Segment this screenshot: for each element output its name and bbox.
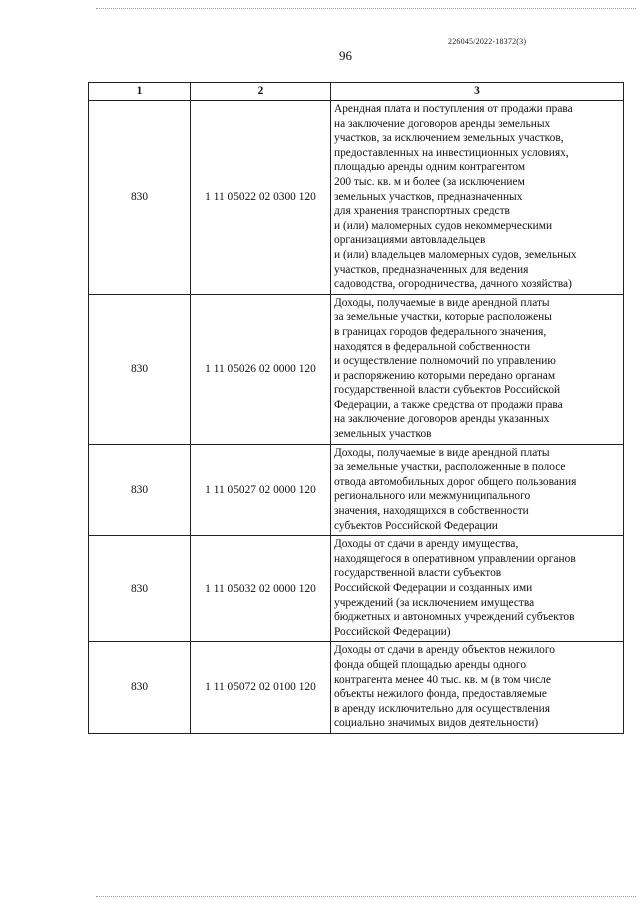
description-line: в границах городов федерального значения, [334, 325, 547, 338]
description-line: находящегося в оперативном управлении органов [334, 552, 576, 565]
description-line: Доходы, получаемые в виде арендной платы [334, 296, 550, 309]
description-line: Арендная плата и поступления от продажи права [334, 103, 573, 115]
admin-code-cell: 830 [89, 642, 191, 734]
description-line: садоводства, огородничества, дачного хозяйства) [334, 278, 572, 291]
admin-code-cell: 830 [89, 294, 191, 444]
kbk-code-cell: 1 11 05072 02 0100 120 [191, 642, 331, 734]
description-line: и (или) маломерных судов некоммерческими [334, 219, 553, 232]
description-line: Российской Федерации и созданных ими [334, 582, 533, 594]
page-number: 96 [339, 48, 352, 63]
description-line: регионального или межмуниципального [334, 490, 531, 503]
admin-code-cell: 830 [89, 536, 191, 642]
description-line: на заключение договоров аренды указанных [334, 413, 550, 426]
document-number: 226045/2022-18372(3) [448, 37, 527, 46]
kbk-code-cell: 1 11 05022 02 0300 120 [191, 101, 331, 295]
description-line: значения, находящихся в собственности [334, 505, 529, 518]
table-row [89, 642, 624, 734]
admin-code-cell: 830 [89, 444, 191, 536]
description-line: и распоряжению которыми передано органам [334, 369, 556, 382]
admin-code-cell: 830 [89, 101, 191, 295]
description-line: участков, предназначенных для ведения [334, 263, 529, 276]
description-line: организациями автовладельцев [334, 234, 486, 247]
description-line: земельных участков, предназначенных [334, 190, 523, 203]
description-line: за земельные участки, расположенные в полосе [334, 461, 566, 474]
description-cell [331, 294, 624, 444]
description-line: и (или) владельцев маломерных судов, земельных [334, 248, 577, 261]
revenue-codes-table [88, 82, 624, 734]
description-line: субъектов Российской Федерации [334, 519, 498, 532]
table-row [89, 101, 624, 295]
description-line: Федерации, а также средства от продажи права [334, 398, 563, 411]
description-line: фонда общей площадью аренды одного [334, 658, 527, 671]
description-cell [331, 444, 624, 536]
description-line: Доходы от сдачи в аренду объектов нежилого [334, 644, 555, 657]
description-line: отвода автомобильных дорог общего пользования [334, 475, 577, 488]
description-line: за земельные участки, которые расположены [334, 311, 552, 324]
table-row [89, 536, 624, 642]
column-header-2: 2 [191, 83, 331, 101]
description-line: площадью аренды одним контрагентом [334, 161, 526, 174]
description-line: 200 тыс. кв. м и более (за исключением [334, 175, 525, 188]
kbk-code-cell: 1 11 05027 02 0000 120 [191, 444, 331, 536]
table-header-row [89, 83, 624, 101]
description-line: учреждений (за исключением имущества [334, 596, 535, 609]
description-line: и осуществление полномочий по управлению [334, 355, 556, 368]
description-line: государственной власти субъектов Российской [334, 384, 561, 397]
description-line: объекты нежилого фонда, предоставляемые [334, 688, 547, 701]
table-row [89, 444, 624, 536]
description-line: участков, за исключением земельных участков, [334, 132, 564, 145]
table-row [89, 294, 624, 444]
kbk-code-cell: 1 11 05032 02 0000 120 [191, 536, 331, 642]
description-line: контрагента менее 40 тыс. кв. м (в том числе [334, 673, 551, 686]
description-cell [331, 101, 624, 295]
description-line: Доходы, получаемые в виде арендной платы [334, 446, 550, 459]
description-line: предоставленных на инвестиционных условиях, [334, 146, 569, 159]
description-cell [331, 642, 624, 734]
column-header-3: 3 [331, 83, 624, 101]
kbk-code-cell: 1 11 05026 02 0000 120 [191, 294, 331, 444]
description-line: Российской Федерации) [334, 625, 451, 638]
description-line: в аренду исключительно для осуществления [334, 702, 550, 715]
scan-bottom-edge [96, 896, 636, 901]
description-line: Доходы от сдачи в аренду имущества, [334, 538, 519, 551]
description-line: на заключение договоров аренды земельных [334, 117, 551, 130]
description-line: государственной власти субъектов [334, 567, 502, 580]
description-line: для хранения транспортных средств [334, 205, 510, 218]
description-line: земельных участков [334, 428, 432, 441]
description-line: находятся в федеральной собственности [334, 340, 531, 353]
scan-top-edge [96, 8, 636, 13]
column-header-1: 1 [89, 83, 191, 101]
table-body [89, 101, 624, 734]
description-line: бюджетных и автономных учреждений субъектов [334, 611, 575, 624]
description-cell [331, 536, 624, 642]
description-line: социально значимых видов деятельности) [334, 717, 539, 730]
